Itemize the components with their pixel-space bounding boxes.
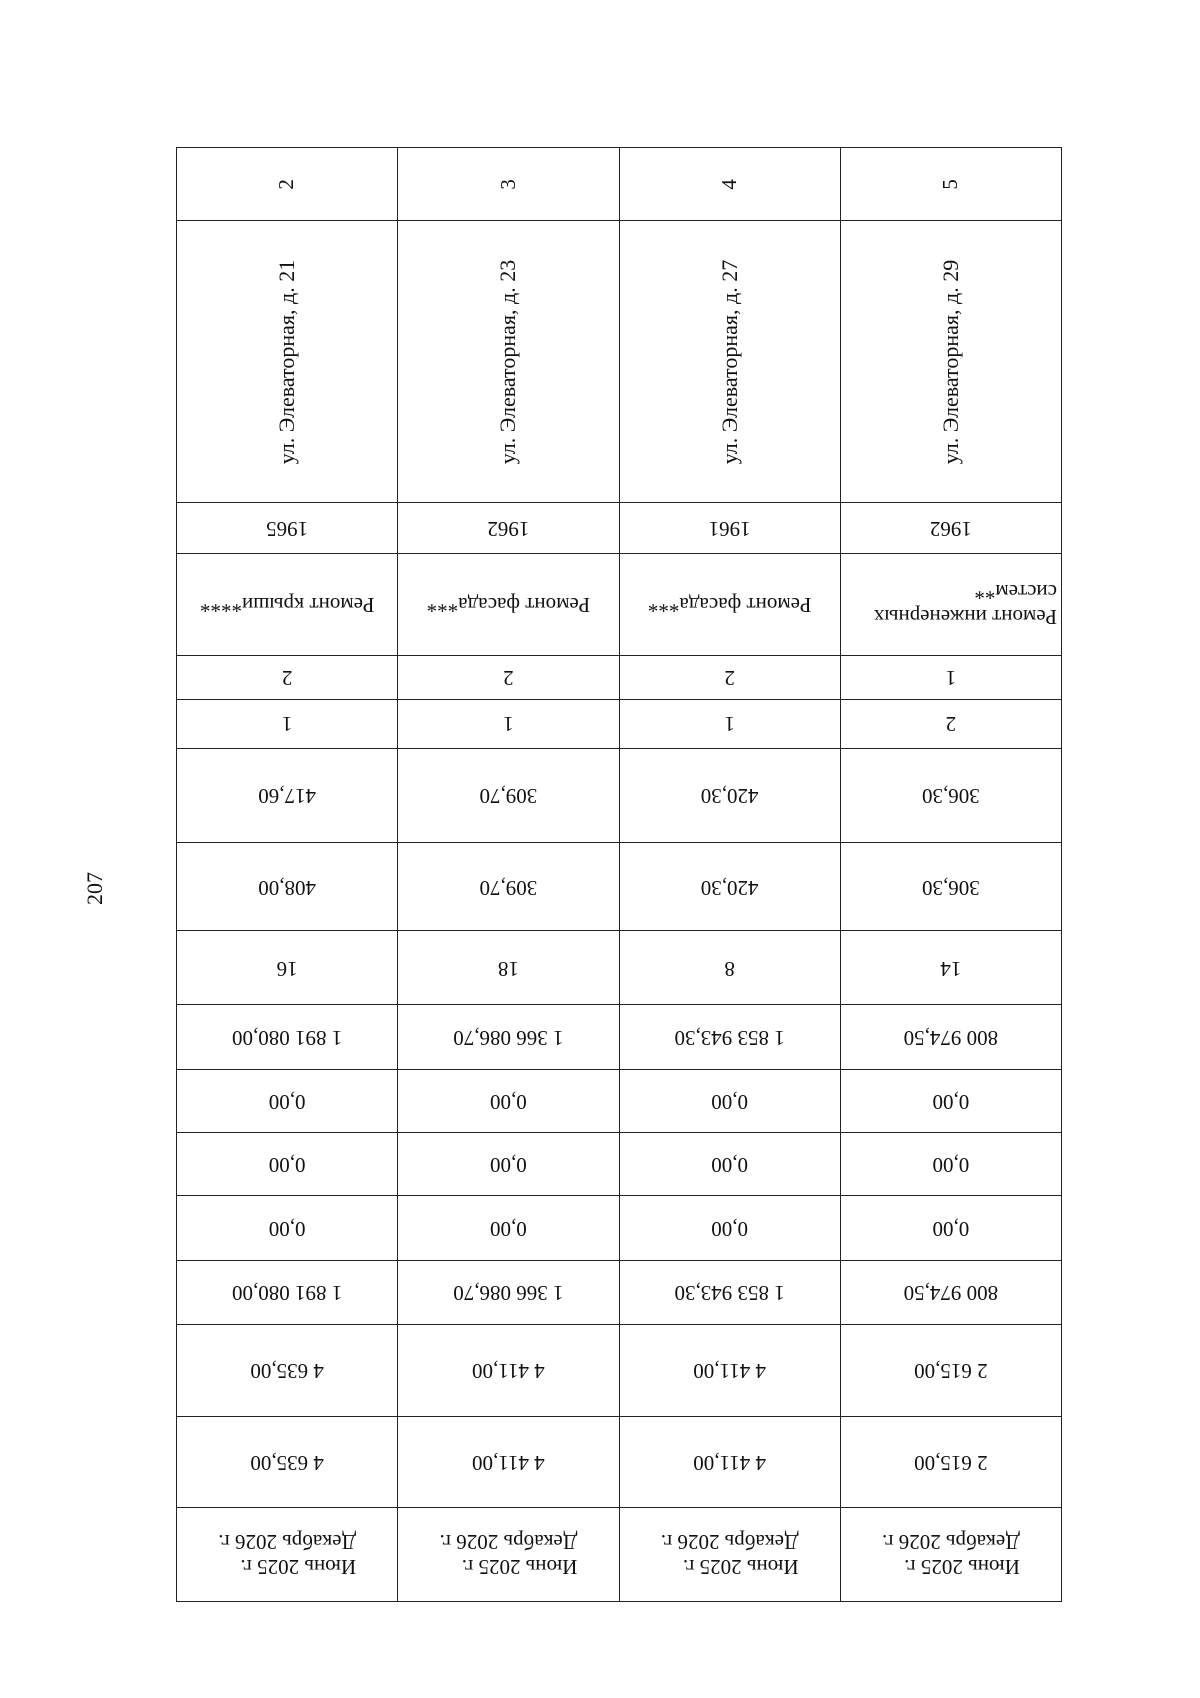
cell-work (619, 553, 840, 655)
owner-funds: 1 891 080,00 (232, 1281, 343, 1306)
repair-type: Ремонт крыши**** (199, 592, 375, 617)
cell-period (398, 1507, 619, 1601)
cell-address (177, 221, 398, 503)
residents-count: 14 (940, 956, 962, 981)
cell-people (840, 931, 1061, 1005)
address: ул. Элеваторная, д. 27 (716, 259, 742, 464)
cell-c2 (177, 699, 398, 748)
cell-year (398, 503, 619, 553)
cell-z1 (177, 1069, 398, 1132)
cell-total (177, 1005, 398, 1069)
table-row-own (177, 1260, 1062, 1324)
cell-num (398, 148, 619, 221)
page-number: 207 (82, 872, 107, 905)
cell-a1 (398, 749, 619, 843)
cell-cost2 (840, 1325, 1061, 1417)
period-end: Декабрь 2026 г. (218, 1530, 357, 1555)
period-start: Июнь 2025 г. (240, 1555, 357, 1580)
cell-year (177, 503, 398, 553)
table-row-a2 (177, 843, 1062, 931)
cell-address (398, 221, 619, 503)
cell-z3 (177, 1196, 398, 1260)
regional-budget: 0,00 (490, 1152, 527, 1177)
owner-funds: 1 853 943,30 (674, 1281, 785, 1306)
total-cost: 800 974,50 (903, 1025, 999, 1050)
cell-people (398, 931, 619, 1005)
floors-count: 2 (503, 665, 514, 690)
cell-a1 (840, 749, 1061, 843)
cell-total (840, 1005, 1061, 1069)
cell-num (619, 148, 840, 221)
address: ул. Элеваторная, д. 21 (273, 259, 299, 464)
entrances-count: 1 (281, 712, 293, 737)
cell-year (619, 503, 840, 553)
cell-z2 (840, 1133, 1061, 1196)
period-start: Июнь 2025 г. (461, 1555, 578, 1580)
period-start: Июнь 2025 г. (904, 1555, 1020, 1580)
living-area: 309,70 (479, 875, 538, 900)
federal-fund: 0,00 (711, 1089, 749, 1114)
entrances-count: 2 (945, 712, 957, 737)
cell-work (840, 553, 1061, 655)
build-year: 1962 (487, 516, 530, 541)
cell-num (177, 148, 398, 221)
unit-cost: 2 615,00 (914, 1359, 988, 1384)
row-number: 3 (495, 178, 520, 190)
table-row-z1 (177, 1069, 1062, 1132)
cell-period (619, 1507, 840, 1601)
cell-people (177, 931, 398, 1005)
cell-a2 (398, 843, 619, 931)
address: ул. Элеваторная, д. 29 (937, 259, 963, 464)
cell-work (398, 553, 619, 655)
residents-count: 18 (497, 956, 519, 981)
period-label (882, 1529, 1020, 1579)
period-start: Июнь 2025 г. (682, 1555, 799, 1580)
residents-count: 8 (724, 956, 735, 981)
table-row-c2 (177, 699, 1062, 748)
local-budget: 0,00 (490, 1216, 527, 1241)
total-area: 306,30 (922, 784, 980, 809)
cell-own (177, 1260, 398, 1324)
cell-c1 (177, 655, 398, 699)
period-end: Декабрь 2026 г. (439, 1530, 578, 1555)
living-area: 420,30 (700, 875, 759, 900)
unit-cost-max: 4 411,00 (472, 1450, 545, 1475)
entrances-count: 1 (503, 712, 514, 737)
floors-count: 1 (945, 665, 957, 690)
federal-fund: 0,00 (268, 1089, 306, 1114)
floors-count: 2 (281, 665, 293, 690)
cell-z2 (177, 1133, 398, 1196)
repair-type: Ремонт фасада*** (426, 592, 591, 617)
total-cost: 1 891 080,00 (232, 1025, 343, 1050)
repair-type: Ремонт инженерных систем** (873, 580, 1057, 630)
cell-own (619, 1260, 840, 1324)
living-area: 306,30 (922, 875, 980, 900)
cell-z1 (398, 1069, 619, 1132)
local-budget: 0,00 (711, 1216, 749, 1241)
cell-cost2 (619, 1325, 840, 1417)
federal-fund: 0,00 (932, 1089, 970, 1114)
period-label (218, 1529, 356, 1579)
cell-people (619, 931, 840, 1005)
table-row-total (177, 1005, 1062, 1069)
row-number: 2 (274, 178, 299, 190)
cell-c2 (840, 699, 1061, 748)
cell-a2 (177, 843, 398, 931)
cell-c2 (619, 699, 840, 748)
cell-a1 (619, 749, 840, 843)
build-year: 1962 (929, 516, 972, 541)
build-year: 1961 (708, 516, 751, 541)
cell-z3 (840, 1196, 1061, 1260)
floors-count: 2 (724, 665, 735, 690)
total-area: 417,60 (258, 784, 317, 809)
unit-cost-max: 2 615,00 (914, 1450, 988, 1475)
row-number: 5 (938, 178, 963, 190)
cell-z3 (619, 1196, 840, 1260)
build-year: 1965 (266, 516, 309, 541)
regional-budget: 0,00 (268, 1152, 306, 1177)
cell-z3 (398, 1196, 619, 1260)
cell-own (840, 1260, 1061, 1324)
cell-address (619, 221, 840, 503)
table-row-a1 (177, 749, 1062, 843)
owner-funds: 1 366 086,70 (453, 1281, 564, 1306)
cell-cost1 (177, 1417, 398, 1507)
cell-z1 (619, 1069, 840, 1132)
local-budget: 0,00 (268, 1216, 306, 1241)
total-cost: 1 853 943,30 (674, 1025, 785, 1050)
residents-count: 16 (276, 956, 298, 981)
cell-a2 (619, 843, 840, 931)
regional-budget: 0,00 (932, 1152, 970, 1177)
local-budget: 0,00 (932, 1216, 970, 1241)
cell-year (840, 503, 1061, 553)
regional-budget: 0,00 (711, 1152, 749, 1177)
living-area: 408,00 (258, 875, 317, 900)
cell-z2 (398, 1133, 619, 1196)
period-label (439, 1529, 577, 1579)
period-end: Декабрь 2026 г. (881, 1530, 1020, 1555)
table-row-period (177, 1507, 1062, 1601)
unit-cost-max: 4 635,00 (250, 1450, 324, 1475)
cell-period (840, 1507, 1061, 1601)
cell-cost1 (619, 1417, 840, 1507)
cell-c1 (398, 655, 619, 699)
cell-cost1 (398, 1417, 619, 1507)
cell-z2 (619, 1133, 840, 1196)
table-row-cost1 (177, 1417, 1062, 1507)
federal-fund: 0,00 (490, 1089, 527, 1114)
cell-period (177, 1507, 398, 1601)
cell-cost1 (840, 1417, 1061, 1507)
address: ул. Элеваторная, д. 23 (495, 259, 521, 464)
owner-funds: 800 974,50 (903, 1281, 999, 1306)
repair-program-table (176, 147, 1062, 1602)
table-row-year (177, 503, 1062, 553)
repair-type: Ремонт фасада*** (647, 592, 812, 617)
cell-cost2 (177, 1325, 398, 1417)
table-row-c1 (177, 655, 1062, 699)
cell-z1 (840, 1069, 1061, 1132)
cell-work (177, 553, 398, 655)
cell-a2 (840, 843, 1061, 931)
total-area: 420,30 (700, 784, 759, 809)
unit-cost: 4 635,00 (250, 1359, 324, 1384)
cell-num (840, 148, 1061, 221)
table-row-address (177, 221, 1062, 503)
table-row-work (177, 553, 1062, 655)
table-row-z2 (177, 1133, 1062, 1196)
table-row-cost2 (177, 1325, 1062, 1417)
cell-c1 (840, 655, 1061, 699)
cell-address (840, 221, 1061, 503)
cell-total (619, 1005, 840, 1069)
table-row-z3 (177, 1196, 1062, 1260)
unit-cost: 4 411,00 (693, 1359, 767, 1384)
total-cost: 1 366 086,70 (453, 1025, 564, 1050)
cell-cost2 (398, 1325, 619, 1417)
table-row-people (177, 931, 1062, 1005)
table-row-num (177, 148, 1062, 221)
row-number: 4 (717, 178, 742, 190)
unit-cost-max: 4 411,00 (693, 1450, 767, 1475)
period-end: Декабрь 2026 г. (660, 1530, 799, 1555)
total-area: 309,70 (479, 784, 538, 809)
cell-c1 (619, 655, 840, 699)
cell-total (398, 1005, 619, 1069)
cell-c2 (398, 699, 619, 748)
entrances-count: 1 (724, 712, 735, 737)
period-label (661, 1529, 799, 1579)
cell-own (398, 1260, 619, 1324)
unit-cost: 4 411,00 (472, 1359, 545, 1384)
cell-a1 (177, 749, 398, 843)
